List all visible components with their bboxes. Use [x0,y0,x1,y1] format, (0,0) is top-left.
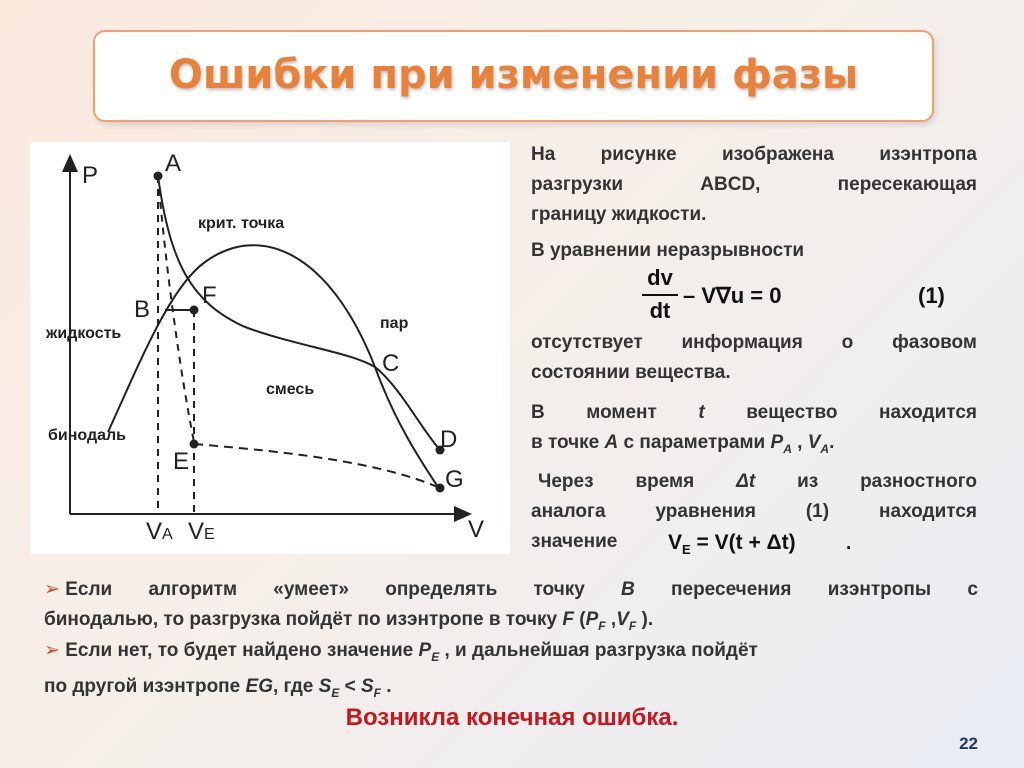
binodal-label: бинодаль [48,427,126,444]
bullet-2-line1: ➢ Если нет, то будет найдено значение $P_E$ , и дальнейшая разгрузка пойдёт [44,640,758,664]
bullet-arrow-icon: ➢ [44,640,60,661]
title-box [93,30,934,122]
eq-numerator: dv [647,265,673,290]
bullet-1-line1: ➢ Если алгоритм «умеет» определять точку B пересечения изэнтропы с [44,579,978,600]
phase-diagram [30,142,510,554]
paragraph-no-phase-info [531,328,977,388]
eq-label: (1) [918,283,945,308]
bullet-1-line2: бинодалью, то разгрузка пойдёт по изэнтропе в точку F ($P_F$ $,V_F$ ). [44,609,654,633]
p4-line2: в точке A с параметрами $P_A$ , $V_A$. [531,432,835,456]
slide-title: Ошибки при изменении фазы [168,52,859,98]
tick-ve: VE [188,518,215,545]
axis-p-label: P [82,162,99,189]
p5-line2: аналога уравнения (1) находится [531,501,977,522]
point-a-dot [154,172,163,181]
crit-point-label: крит. точка [198,215,285,232]
paragraph-continuity: В уравнении неразрывности [531,240,805,261]
point-d-label: D [440,426,458,453]
point-g-dot [436,484,445,493]
page-number: 22 [959,734,978,753]
tick-va: VA [146,518,173,545]
phase-diagram-svg [30,142,510,554]
p1-line2: разгрузки ABCD, пересекающая [531,174,977,195]
bullet-2-line2: по другой изэнтропе EG, где $S_E < S_F$ . [44,675,392,700]
point-a-label: A [165,150,182,177]
bullet-2 [44,636,978,708]
liquid-label: жидкость [46,325,122,342]
e-g-dashed-line [194,444,440,488]
p3-line1: отсутствует информация о фазовом [531,332,977,353]
eq-denominator: dt [649,298,671,323]
eq-fraction-bar [642,294,678,296]
p5-line1: Через время Δt из разностного [538,471,977,492]
bullet-arrow-icon: ➢ [44,579,60,600]
p4-line1: В момент t вещество находится [531,402,977,423]
eq-ve: $V_E = V(t + \Delta t)$ [668,531,796,558]
p1-line3: границу жидкости. [531,204,707,225]
eq-fraction [642,265,678,324]
p5-line3: значение [531,531,618,552]
point-f-label: F [202,282,217,309]
axis-v-label: V [468,516,485,543]
paragraph-delta-t [538,467,977,497]
point-f-dot [190,306,199,315]
vapor-label: пар [380,315,409,332]
p1-line1: На рисунке изображена изэнтропа [531,144,977,165]
bullet-1 [44,575,978,641]
eq-rest: – V∇u = 0 [683,283,782,308]
point-g-label: G [445,466,464,493]
p3-line2: состоянии вещества. [531,362,731,383]
paragraph-isentrope [531,140,977,230]
point-b-label: B [134,296,151,323]
point-e-label: E [173,448,190,475]
paragraph-moment-t [531,398,977,464]
point-e-dot [190,440,199,449]
eq-ve-dot: . [846,533,852,554]
point-c-label: C [382,350,400,377]
mixture-label: смесь [266,381,315,398]
conclusion-text: Возникла конечная ошибка. [345,704,679,731]
